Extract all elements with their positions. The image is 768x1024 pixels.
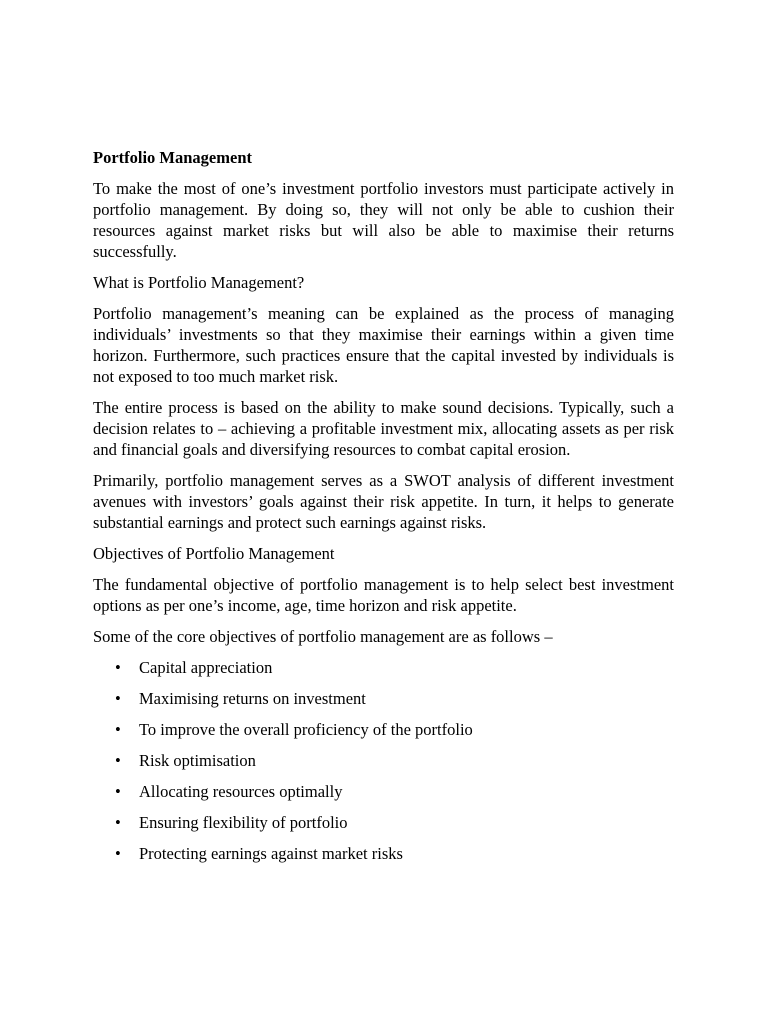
definition-paragraph: Portfolio management’s meaning can be explained as the process of managing individuals’ investments so that they maximise their earnings within a given time horizon. Furthermore, such practices ensure that the capital invested by individuals is not exposed to too much market risk. [93,304,674,386]
document-page [93,147,674,874]
list-item [93,781,674,802]
swot-paragraph: Primarily, portfolio management serves as a SWOT analysis of different investment avenues with investors’ goals against their risk appetite. In turn, it helps to generate substantial earnings and protect such earnings against risks. [93,471,674,532]
list-item [93,688,674,709]
objectives-list [93,657,674,864]
fundamental-objective-paragraph: The fundamental objective of portfolio management is to help select best investment options as per one’s income, age, time horizon and risk appetite. [93,575,674,615]
list-item [93,750,674,771]
list-item-text: Capital appreciation [139,658,273,677]
list-item [93,657,674,678]
list-item-text: Risk optimisation [139,751,256,770]
list-item-text: Maximising returns on investment [139,689,366,708]
list-item-text: Allocating resources optimally [139,782,343,801]
list-item [93,719,674,740]
section-heading-what-is: What is Portfolio Management? [93,273,305,292]
bullet-icon: • [115,844,121,863]
list-item [93,812,674,833]
list-item [93,843,674,864]
bullet-icon: • [115,813,121,832]
section-heading-objectives: Objectives of Portfolio Management [93,544,335,563]
document-title: Portfolio Management [93,148,252,167]
list-item-text: Ensuring flexibility of portfolio [139,813,348,832]
bullet-icon: • [115,751,121,770]
list-item-text: Protecting earnings against market risks [139,844,403,863]
bullet-icon: • [115,782,121,801]
bullet-icon: • [115,689,121,708]
intro-paragraph: To make the most of one’s investment portfolio investors must participate actively in portfolio management. By doing so, they will not only be able to cushion their resources against market risks but will also be able to maximise their returns successfully. [93,179,674,261]
bullet-icon: • [115,720,121,739]
core-objectives-intro: Some of the core objectives of portfolio management are as follows – [93,627,553,646]
bullet-icon: • [115,658,121,677]
process-paragraph: The entire process is based on the ability to make sound decisions. Typically, such a decision relates to – achieving a profitable investment mix, allocating assets as per risk and financial goals and diversifying resources to combat capital erosion. [93,398,674,459]
list-item-text: To improve the overall proficiency of the portfolio [139,720,473,739]
